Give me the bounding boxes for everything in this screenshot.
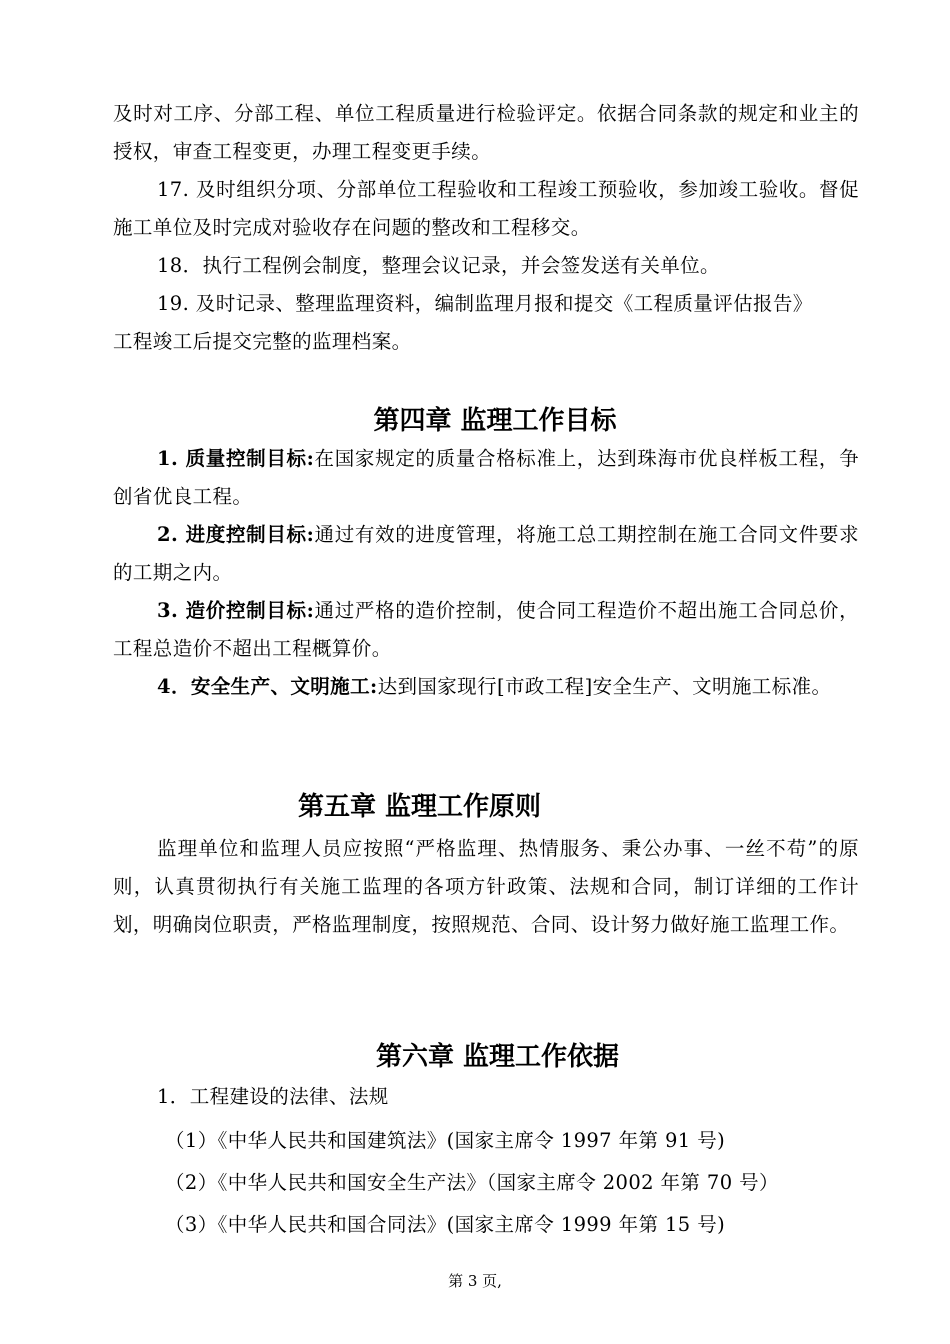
goal-text: 达到国家现行[市政工程]安全生产、文明施工标准。 — [377, 675, 832, 698]
basis-item-1: 1．工程建设的法律、法规 — [157, 1085, 389, 1108]
chapter4-title: 第四章 监理工作目标 — [373, 406, 617, 436]
chapter6-title: 第六章 监理工作依据 — [376, 1042, 620, 1072]
paragraph-16-tail: 及时对工序、分部工程、单位工程质量进行检验评定。依据合同条款的规定和业主的授权，审查工程变更，办理工程变更手续。 — [113, 102, 859, 163]
goal-text: 在国家规定的质量合格标准上，达到珠海市优良样板工程，争创省优良工程。 — [113, 447, 859, 508]
chapter5-body: 监理单位和监理人员应按照“严格监理、热情服务、秉公办事、一丝不苟”的原则，认真贯彻执行有关施工监理的各项方针政策、法规和合同，制订详细的工作计划，明确岗位职责，严格监理制度，按照规范、合同、设计努力做好施工监理工作。 — [113, 837, 859, 936]
goal-label: 1. 质量控制目标: — [157, 447, 315, 470]
law-item-3: （3）《中华人民共和国合同法》(国家主席令 1999 年第 15 号) — [165, 1213, 726, 1236]
goal-label: 3. 造价控制目标: — [157, 599, 315, 622]
goal-item-3 — [113, 592, 859, 668]
goal-text: 通过有效的进度管理，将施工总工期控制在施工合同文件要求的工期之内。 — [113, 523, 859, 584]
goal-item-1 — [113, 440, 859, 516]
paragraph-19-line1: 19. 及时记录、整理监理资料，编制监理月报和提交《工程质量评估报告》 — [157, 292, 813, 315]
goal-text: 通过严格的造价控制，使合同工程造价不超出施工合同总价，工程总造价不超出工程概算价。 — [113, 599, 859, 660]
page-number: 第 3 页, — [448, 1272, 502, 1290]
paragraph-18: 18．执行工程例会制度，整理会议记录，并会签发送有关单位。 — [157, 254, 720, 277]
chapter5-title: 第五章 监理工作原则 — [298, 792, 542, 822]
goal-label: 4．安全生产、文明施工: — [157, 675, 378, 698]
goal-label: 2. 进度控制目标: — [157, 523, 315, 546]
goal-item-4 — [113, 668, 859, 706]
goal-item-2 — [113, 516, 859, 592]
paragraph-19-line2: 工程竣工后提交完整的监理档案。 — [113, 330, 412, 353]
paragraph-17: 17. 及时组织分项、分部单位工程验收和工程竣工预验收，参加竣工验收。督促施工单位及时完成对验收存在问题的整改和工程移交。 — [113, 178, 859, 239]
law-item-1: （1）《中华人民共和国建筑法》(国家主席令 1997 年第 91 号) — [165, 1129, 726, 1152]
law-item-2: （2）《中华人民共和国安全生产法》（国家主席令 2002 年第 70 号） — [165, 1171, 779, 1194]
